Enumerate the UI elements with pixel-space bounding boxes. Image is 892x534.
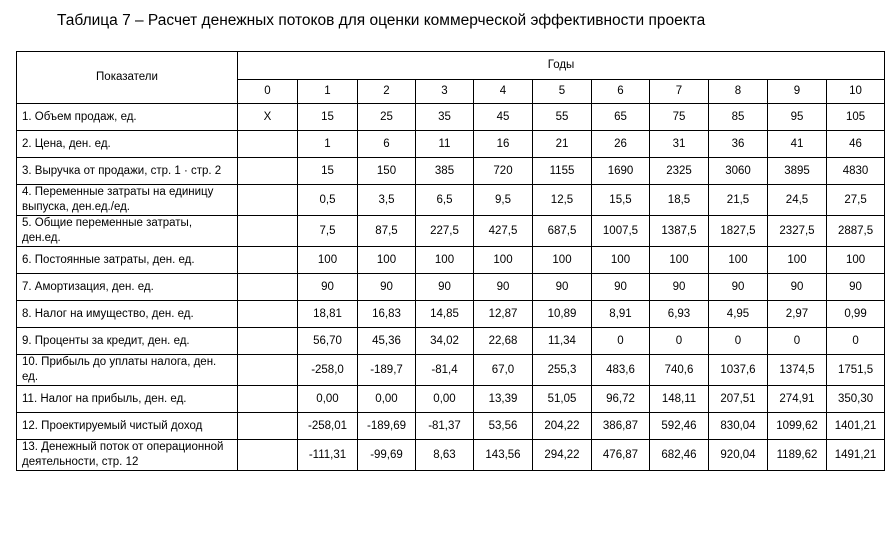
row-label: 10. Прибыль до уплаты налога, ден. ед. [17, 355, 238, 386]
value-cell: 476,87 [592, 440, 650, 471]
value-cell: 227,5 [416, 216, 474, 247]
value-cell: 90 [650, 274, 709, 301]
value-cell: 22,68 [474, 328, 533, 355]
value-cell: 13,39 [474, 386, 533, 413]
value-cell: -81,4 [416, 355, 474, 386]
indicators-header: Показатели [17, 52, 238, 104]
row-label: 4. Переменные затраты на единицу выпуска, ден.ед./ед. [17, 185, 238, 216]
value-cell: 15 [298, 104, 358, 131]
value-cell: 4830 [827, 158, 885, 185]
table-row [17, 131, 885, 158]
value-cell: 9,5 [474, 185, 533, 216]
value-cell: 14,85 [416, 301, 474, 328]
value-cell: 204,22 [533, 413, 592, 440]
value-cell: 0,00 [298, 386, 358, 413]
year-header-cell: 1 [298, 80, 358, 104]
value-cell: 1751,5 [827, 355, 885, 386]
value-cell: 25 [358, 104, 416, 131]
value-cell: 11,34 [533, 328, 592, 355]
year-header-cell: 7 [650, 80, 709, 104]
value-cell: 8,91 [592, 301, 650, 328]
value-cell: 21 [533, 131, 592, 158]
value-cell: 720 [474, 158, 533, 185]
value-cell: 0 [592, 328, 650, 355]
cash-flow-table [16, 51, 885, 471]
value-cell: 67,0 [474, 355, 533, 386]
value-cell: 1827,5 [709, 216, 768, 247]
row-label: 8. Налог на имущество, ден. ед. [17, 301, 238, 328]
value-cell: 0 [650, 328, 709, 355]
value-cell: 90 [533, 274, 592, 301]
value-cell [238, 440, 298, 471]
value-cell [238, 274, 298, 301]
row-label: 2. Цена, ден. ед. [17, 131, 238, 158]
value-cell: 53,56 [474, 413, 533, 440]
value-cell: 75 [650, 104, 709, 131]
header-row-years [17, 52, 885, 80]
value-cell: 7,5 [298, 216, 358, 247]
value-cell: 90 [827, 274, 885, 301]
value-cell: 100 [416, 247, 474, 274]
value-cell: 90 [709, 274, 768, 301]
year-header-cell: 2 [358, 80, 416, 104]
value-cell: -99,69 [358, 440, 416, 471]
value-cell: 45,36 [358, 328, 416, 355]
value-cell: 0 [709, 328, 768, 355]
value-cell [238, 413, 298, 440]
value-cell: 21,5 [709, 185, 768, 216]
value-cell: 24,5 [768, 185, 827, 216]
value-cell: 56,70 [298, 328, 358, 355]
table-body [17, 104, 885, 471]
table-row [17, 185, 885, 216]
value-cell: 2325 [650, 158, 709, 185]
table-row [17, 413, 885, 440]
year-header-cell: 9 [768, 80, 827, 104]
value-cell: 87,5 [358, 216, 416, 247]
value-cell: 90 [358, 274, 416, 301]
year-header-cell: 5 [533, 80, 592, 104]
value-cell: 90 [474, 274, 533, 301]
value-cell: 8,63 [416, 440, 474, 471]
value-cell: 207,51 [709, 386, 768, 413]
value-cell: 100 [474, 247, 533, 274]
value-cell [238, 158, 298, 185]
value-cell: -81,37 [416, 413, 474, 440]
value-cell: 105 [827, 104, 885, 131]
years-header: Годы [238, 52, 885, 80]
value-cell: 1099,62 [768, 413, 827, 440]
value-cell: -111,31 [298, 440, 358, 471]
table-row [17, 247, 885, 274]
value-cell: 0 [827, 328, 885, 355]
value-cell: 6,93 [650, 301, 709, 328]
value-cell [238, 131, 298, 158]
value-cell: 1374,5 [768, 355, 827, 386]
table-row [17, 104, 885, 131]
value-cell: 294,22 [533, 440, 592, 471]
value-cell [238, 216, 298, 247]
table-row [17, 440, 885, 471]
value-cell: 1189,62 [768, 440, 827, 471]
value-cell: 0,5 [298, 185, 358, 216]
value-cell: -258,0 [298, 355, 358, 386]
value-cell: 100 [592, 247, 650, 274]
value-cell: 1690 [592, 158, 650, 185]
value-cell [238, 386, 298, 413]
value-cell [238, 328, 298, 355]
value-cell: 45 [474, 104, 533, 131]
value-cell: 90 [768, 274, 827, 301]
year-header-cell: 8 [709, 80, 768, 104]
value-cell: 0,00 [416, 386, 474, 413]
row-label: 6. Постоянные затраты, ден. ед. [17, 247, 238, 274]
value-cell: 0 [768, 328, 827, 355]
value-cell: 1 [298, 131, 358, 158]
value-cell: 274,91 [768, 386, 827, 413]
value-cell: 41 [768, 131, 827, 158]
table-row [17, 301, 885, 328]
value-cell: 51,05 [533, 386, 592, 413]
value-cell: 143,56 [474, 440, 533, 471]
value-cell: 16,83 [358, 301, 416, 328]
year-header-cell: 6 [592, 80, 650, 104]
value-cell: 0,00 [358, 386, 416, 413]
value-cell: 350,30 [827, 386, 885, 413]
value-cell: 100 [650, 247, 709, 274]
row-label: 12. Проектируемый чистый доход [17, 413, 238, 440]
value-cell: 1007,5 [592, 216, 650, 247]
value-cell: 483,6 [592, 355, 650, 386]
row-label: 3. Выручка от продажи, стр. 1 · стр. 2 [17, 158, 238, 185]
value-cell: 15 [298, 158, 358, 185]
value-cell: 16 [474, 131, 533, 158]
value-cell: 12,5 [533, 185, 592, 216]
value-cell: 95 [768, 104, 827, 131]
value-cell [238, 247, 298, 274]
value-cell: 26 [592, 131, 650, 158]
value-cell: 1155 [533, 158, 592, 185]
value-cell: 55 [533, 104, 592, 131]
value-cell [238, 355, 298, 386]
year-header-cell: 3 [416, 80, 474, 104]
value-cell: 100 [358, 247, 416, 274]
table-row [17, 274, 885, 301]
value-cell: 96,72 [592, 386, 650, 413]
value-cell: 3,5 [358, 185, 416, 216]
value-cell: 90 [416, 274, 474, 301]
value-cell: 148,11 [650, 386, 709, 413]
value-cell: 427,5 [474, 216, 533, 247]
table-title: Таблица 7 – Расчет денежных потоков для оценки коммерческой эффективности проекта [57, 12, 706, 29]
value-cell: 100 [533, 247, 592, 274]
value-cell: 687,5 [533, 216, 592, 247]
value-cell: 920,04 [709, 440, 768, 471]
year-header-cell: 4 [474, 80, 533, 104]
value-cell: 10,89 [533, 301, 592, 328]
value-cell: 18,5 [650, 185, 709, 216]
row-label: 1. Объем продаж, ед. [17, 104, 238, 131]
table-row [17, 158, 885, 185]
value-cell: 100 [298, 247, 358, 274]
value-cell: 90 [298, 274, 358, 301]
value-cell: -189,7 [358, 355, 416, 386]
row-label: 13. Денежный поток от операционной деятельности, стр. 12 [17, 440, 238, 471]
value-cell: 4,95 [709, 301, 768, 328]
value-cell: 385 [416, 158, 474, 185]
value-cell: 65 [592, 104, 650, 131]
row-label: 9. Проценты за кредит, ден. ед. [17, 328, 238, 355]
value-cell: 11 [416, 131, 474, 158]
value-cell: 255,3 [533, 355, 592, 386]
value-cell: 386,87 [592, 413, 650, 440]
value-cell: 0,99 [827, 301, 885, 328]
value-cell: 34,02 [416, 328, 474, 355]
value-cell: 3060 [709, 158, 768, 185]
table-row [17, 386, 885, 413]
value-cell: 740,6 [650, 355, 709, 386]
value-cell: 6 [358, 131, 416, 158]
value-cell: 1037,6 [709, 355, 768, 386]
value-cell: 150 [358, 158, 416, 185]
value-cell [238, 185, 298, 216]
row-label: 11. Налог на прибыль, ден. ед. [17, 386, 238, 413]
value-cell: 15,5 [592, 185, 650, 216]
value-cell: 2887,5 [827, 216, 885, 247]
row-label: 7. Амортизация, ден. ед. [17, 274, 238, 301]
value-cell: 6,5 [416, 185, 474, 216]
year-header-cell: 10 [827, 80, 885, 104]
value-cell [238, 301, 298, 328]
value-cell: 85 [709, 104, 768, 131]
value-cell: 1401,21 [827, 413, 885, 440]
value-cell: 35 [416, 104, 474, 131]
value-cell: 2,97 [768, 301, 827, 328]
value-cell: Х [238, 104, 298, 131]
value-cell: 36 [709, 131, 768, 158]
table-row [17, 328, 885, 355]
value-cell: 1387,5 [650, 216, 709, 247]
value-cell: 1491,21 [827, 440, 885, 471]
value-cell: 90 [592, 274, 650, 301]
value-cell: 592,46 [650, 413, 709, 440]
value-cell: 12,87 [474, 301, 533, 328]
year-header-cell: 0 [238, 80, 298, 104]
row-label: 5. Общие переменные затраты, ден.ед. [17, 216, 238, 247]
value-cell: 100 [709, 247, 768, 274]
value-cell: 31 [650, 131, 709, 158]
value-cell: -189,69 [358, 413, 416, 440]
table-row [17, 216, 885, 247]
value-cell: 100 [827, 247, 885, 274]
value-cell: 46 [827, 131, 885, 158]
value-cell: 100 [768, 247, 827, 274]
value-cell: 27,5 [827, 185, 885, 216]
value-cell: 2327,5 [768, 216, 827, 247]
value-cell: 830,04 [709, 413, 768, 440]
value-cell: 3895 [768, 158, 827, 185]
value-cell: 682,46 [650, 440, 709, 471]
table-row [17, 355, 885, 386]
value-cell: 18,81 [298, 301, 358, 328]
value-cell: -258,01 [298, 413, 358, 440]
